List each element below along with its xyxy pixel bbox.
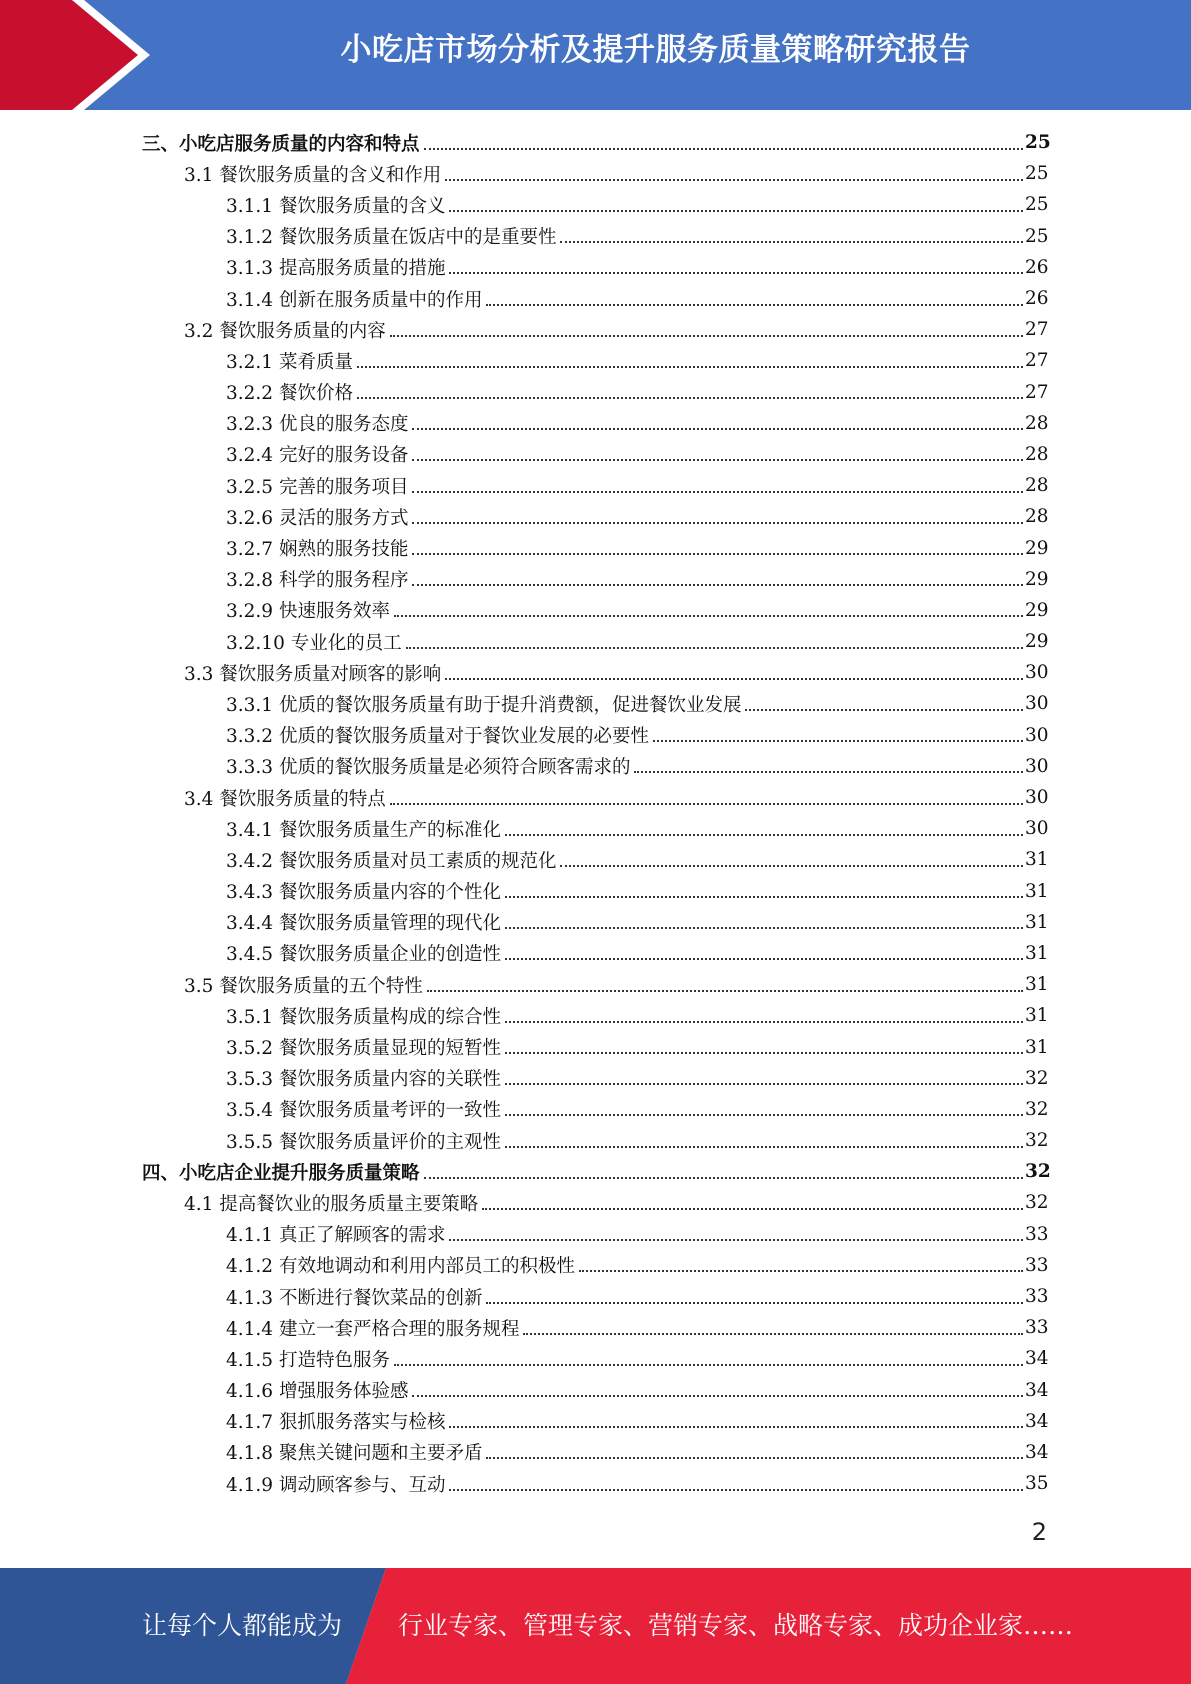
toc-entry[interactable] <box>0 813 1191 844</box>
toc-leader-dots <box>449 1426 1023 1428</box>
toc-entry[interactable] <box>0 501 1191 532</box>
toc-leader-dots <box>412 459 1023 461</box>
toc-leader-dots <box>560 865 1023 867</box>
footer-slogan-left: 让每个人都能成为 <box>142 1611 343 1640</box>
toc-leader-dots <box>486 1302 1023 1304</box>
toc-entry-label: 4.1.4 建立一套严格合理的服务规程 <box>226 1318 520 1340</box>
toc-entry-label: 三、小吃店服务质量的内容和特点 <box>142 133 420 155</box>
toc-entry-label: 3.1.4 创新在服务质量中的作用 <box>226 289 483 311</box>
page-title: 小吃店市场分析及提升服务质量策略研究报告 <box>340 32 971 68</box>
toc-entry-page: 31 <box>1025 1005 1049 1027</box>
toc-entry-label: 3.4.3 餐饮服务质量内容的个性化 <box>226 882 501 904</box>
toc-entry-label: 3.5.5 餐饮服务质量评价的主观性 <box>226 1131 501 1153</box>
toc-leader-dots <box>505 1021 1023 1023</box>
toc-entry-label: 3.5.2 餐饮服务质量显现的短暂性 <box>226 1038 501 1060</box>
toc-entry-label: 3.4.5 餐饮服务质量企业的创造性 <box>226 944 501 966</box>
toc-entry[interactable] <box>0 1125 1191 1156</box>
toc-entry-page: 25 <box>1025 163 1049 185</box>
toc-entry[interactable] <box>0 1031 1191 1062</box>
toc-entry-label: 4.1.5 打造特色服务 <box>226 1349 390 1371</box>
toc-entry-page: 32 <box>1025 1192 1049 1214</box>
toc-leader-dots <box>412 553 1023 555</box>
toc-entry[interactable] <box>0 345 1191 376</box>
toc-leader-dots <box>357 397 1023 399</box>
toc-entry[interactable] <box>0 532 1191 563</box>
toc-entry-label: 3.2.4 完好的服务设备 <box>226 445 409 467</box>
toc-entry-label: 3.1.1 餐饮服务质量的含义 <box>226 195 446 217</box>
toc-entry-label: 3.2.2 餐饮价格 <box>226 383 353 405</box>
toc-entry[interactable] <box>0 1375 1191 1406</box>
toc-entry[interactable] <box>0 876 1191 907</box>
toc-leader-dots <box>412 491 1023 493</box>
toc-entry-label: 3.2.3 优良的服务态度 <box>226 414 409 436</box>
toc-entry[interactable] <box>0 1000 1191 1031</box>
toc-entry[interactable] <box>0 470 1191 501</box>
toc-entry[interactable] <box>0 408 1191 439</box>
toc-leader-dots <box>390 335 1023 337</box>
toc-entry-page: 33 <box>1025 1223 1049 1245</box>
toc-entry[interactable] <box>0 657 1191 688</box>
toc-entry-label: 3.2.8 科学的服务程序 <box>226 570 409 592</box>
toc-leader-dots <box>445 179 1023 181</box>
toc-leader-dots <box>523 1333 1023 1335</box>
toc-leader-dots <box>482 1208 1023 1210</box>
toc-entry-label: 3.2.10 专业化的员工 <box>226 632 402 654</box>
toc-leader-dots <box>394 615 1023 617</box>
toc-entry[interactable] <box>0 751 1191 782</box>
toc-entry[interactable] <box>0 907 1191 938</box>
toc-entry-label: 3.2.5 完善的服务项目 <box>226 476 409 498</box>
toc-entry-page: 32 <box>1025 1098 1049 1120</box>
toc-leader-dots <box>449 272 1023 274</box>
toc-entry-page: 31 <box>1025 942 1049 964</box>
header-banner <box>0 0 1191 110</box>
toc-entry-page: 31 <box>1025 1036 1049 1058</box>
footer-banner <box>0 1568 1191 1684</box>
toc-leader-dots <box>424 1177 1023 1179</box>
toc-entry[interactable] <box>0 314 1191 345</box>
toc-leader-dots <box>505 958 1023 960</box>
toc-entry-page: 30 <box>1025 755 1049 777</box>
toc-entry-label: 3.5.3 餐饮服务质量内容的关联性 <box>226 1069 501 1091</box>
toc-entry-page: 30 <box>1025 818 1049 840</box>
toc-entry-label: 4.1.7 狠抓服务落实与检核 <box>226 1412 446 1434</box>
toc-entry-label: 3.1 餐饮服务质量的含义和作用 <box>184 164 442 186</box>
toc-entry-page: 33 <box>1025 1286 1049 1308</box>
toc-entry[interactable] <box>0 189 1191 220</box>
toc-entry-page: 28 <box>1025 506 1049 528</box>
toc-entry-page: 30 <box>1025 787 1049 809</box>
toc-entry-page: 30 <box>1025 724 1049 746</box>
toc-leader-dots <box>505 1146 1023 1148</box>
toc-entry[interactable] <box>0 1343 1191 1374</box>
toc-entry-page: 28 <box>1025 475 1049 497</box>
toc-entry-label: 4.1.6 增强服务体验感 <box>226 1381 409 1403</box>
toc-leader-dots <box>412 584 1023 586</box>
toc-entry-page: 27 <box>1025 381 1049 403</box>
toc-leader-dots <box>560 241 1023 243</box>
toc-entry[interactable] <box>0 439 1191 470</box>
toc-entry-page: 32 <box>1025 1067 1049 1089</box>
toc-entry[interactable] <box>0 1219 1191 1250</box>
toc-entry-label: 4.1 提高餐饮业的服务质量主要策略 <box>184 1193 479 1215</box>
toc-leader-dots <box>412 428 1023 430</box>
toc-entry[interactable] <box>0 127 1191 158</box>
toc-entry-label: 3.2.7 娴熟的服务技能 <box>226 539 409 561</box>
toc-entry[interactable] <box>0 283 1191 314</box>
toc-entry[interactable] <box>0 1437 1191 1468</box>
toc-leader-dots <box>427 990 1023 992</box>
toc-entry-label: 3.2.1 菜肴质量 <box>226 351 353 373</box>
toc-entry[interactable] <box>0 1250 1191 1281</box>
toc-entry-page: 33 <box>1025 1254 1049 1276</box>
toc-leader-dots <box>449 1489 1023 1491</box>
table-of-contents <box>0 127 1191 1499</box>
toc-entry-label: 3.3.2 优质的餐饮服务质量对于餐饮业发展的必要性 <box>226 726 649 748</box>
toc-leader-dots <box>394 1364 1023 1366</box>
toc-entry-page: 31 <box>1025 974 1049 996</box>
toc-leader-dots <box>505 1052 1023 1054</box>
toc-entry-label: 3.5.1 餐饮服务质量构成的综合性 <box>226 1006 501 1028</box>
toc-entry-label: 3.4 餐饮服务质量的特点 <box>184 788 386 810</box>
toc-entry[interactable] <box>0 1406 1191 1437</box>
toc-entry-page: 30 <box>1025 693 1049 715</box>
toc-leader-dots <box>505 896 1023 898</box>
toc-entry-page: 28 <box>1025 412 1049 434</box>
toc-leader-dots <box>412 1395 1023 1397</box>
toc-entry-label: 3.3 餐饮服务质量对顾客的影响 <box>184 663 442 685</box>
toc-entry[interactable] <box>0 938 1191 969</box>
toc-entry-page: 34 <box>1025 1348 1049 1370</box>
toc-entry-page: 32 <box>1025 1130 1049 1152</box>
toc-entry[interactable] <box>0 626 1191 657</box>
toc-entry[interactable] <box>0 1094 1191 1125</box>
page-number: 2 <box>1031 1518 1047 1546</box>
toc-leader-dots <box>634 771 1023 773</box>
toc-entry-label: 3.1.2 餐饮服务质量在饭店中的是重要性 <box>226 227 557 249</box>
toc-entry[interactable] <box>0 844 1191 875</box>
toc-entry[interactable] <box>0 1187 1191 1218</box>
toc-entry-label: 4.1.8 聚焦关键问题和主要矛盾 <box>226 1443 483 1465</box>
toc-entry[interactable] <box>0 1156 1191 1187</box>
toc-entry-page: 32 <box>1025 1161 1051 1183</box>
toc-entry-label: 3.4.4 餐饮服务质量管理的现代化 <box>226 913 501 935</box>
toc-entry[interactable] <box>0 782 1191 813</box>
toc-entry[interactable] <box>0 1281 1191 1312</box>
toc-entry[interactable] <box>0 1312 1191 1343</box>
toc-entry[interactable] <box>0 1468 1191 1499</box>
toc-entry[interactable] <box>0 377 1191 408</box>
toc-leader-dots <box>424 148 1023 150</box>
toc-entry-page: 29 <box>1025 568 1049 590</box>
toc-entry-page: 34 <box>1025 1379 1049 1401</box>
toc-entry-label: 四、小吃店企业提升服务质量策略 <box>142 1162 420 1184</box>
toc-leader-dots <box>445 678 1023 680</box>
toc-entry-page: 31 <box>1025 849 1049 871</box>
toc-entry-label: 3.5 餐饮服务质量的五个特性 <box>184 975 423 997</box>
toc-leader-dots <box>449 1239 1023 1241</box>
toc-entry[interactable] <box>0 564 1191 595</box>
toc-entry-label: 3.2 餐饮服务质量的内容 <box>184 320 386 342</box>
chevron-icon <box>0 0 150 110</box>
toc-leader-dots <box>653 740 1023 742</box>
toc-leader-dots <box>505 927 1023 929</box>
toc-leader-dots <box>505 834 1023 836</box>
toc-leader-dots <box>412 522 1023 524</box>
toc-leader-dots <box>505 1083 1023 1085</box>
toc-entry-label: 3.3.1 优质的餐饮服务质量有助于提升消费额，促进餐饮业发展 <box>226 694 742 716</box>
toc-entry-page: 29 <box>1025 537 1049 559</box>
toc-entry-page: 33 <box>1025 1317 1049 1339</box>
toc-entry-label: 3.3.3 优质的餐饮服务质量是必须符合顾客需求的 <box>226 757 631 779</box>
toc-entry[interactable] <box>0 595 1191 626</box>
toc-leader-dots <box>406 647 1023 649</box>
toc-leader-dots <box>449 210 1023 212</box>
toc-entry-label: 3.4.1 餐饮服务质量生产的标准化 <box>226 819 501 841</box>
toc-leader-dots <box>505 1114 1023 1116</box>
toc-entry-page: 25 <box>1025 194 1049 216</box>
toc-entry-page: 25 <box>1025 132 1051 154</box>
toc-entry-page: 34 <box>1025 1410 1049 1432</box>
toc-entry-page: 30 <box>1025 662 1049 684</box>
toc-entry-label: 3.2.6 灵活的服务方式 <box>226 507 409 529</box>
toc-entry-page: 29 <box>1025 599 1049 621</box>
toc-entry-page: 29 <box>1025 631 1049 653</box>
toc-entry-label: 3.1.3 提高服务质量的措施 <box>226 258 446 280</box>
toc-entry-page: 27 <box>1025 319 1049 341</box>
toc-entry-page: 27 <box>1025 350 1049 372</box>
toc-entry-label: 4.1.9 调动顾客参与、互动 <box>226 1474 446 1496</box>
toc-leader-dots <box>390 803 1023 805</box>
footer-slogan-right: 行业专家、管理专家、营销专家、战略专家、成功企业家…… <box>398 1611 1074 1640</box>
toc-entry-label: 4.1.2 有效地调动和利用内部员工的积极性 <box>226 1256 575 1278</box>
toc-leader-dots <box>745 709 1023 711</box>
toc-entry-label: 4.1.1 真正了解顾客的需求 <box>226 1225 446 1247</box>
toc-entry-page: 31 <box>1025 911 1049 933</box>
toc-entry-page: 28 <box>1025 443 1049 465</box>
toc-leader-dots <box>486 1457 1023 1459</box>
toc-entry[interactable] <box>0 688 1191 719</box>
toc-leader-dots <box>357 366 1023 368</box>
toc-entry-page: 35 <box>1025 1473 1049 1495</box>
toc-entry-label: 4.1.3 不断进行餐饮菜品的创新 <box>226 1287 483 1309</box>
toc-leader-dots <box>486 304 1023 306</box>
toc-entry[interactable] <box>0 158 1191 189</box>
toc-entry-label: 3.5.4 餐饮服务质量考评的一致性 <box>226 1100 501 1122</box>
toc-entry-page: 26 <box>1025 256 1049 278</box>
toc-entry-label: 3.2.9 快速服务效率 <box>226 601 390 623</box>
toc-entry-label: 3.4.2 餐饮服务质量对员工素质的规范化 <box>226 850 557 872</box>
toc-entry-page: 34 <box>1025 1441 1049 1463</box>
toc-entry-page: 25 <box>1025 225 1049 247</box>
toc-entry-page: 26 <box>1025 288 1049 310</box>
toc-entry-page: 31 <box>1025 880 1049 902</box>
toc-entry[interactable] <box>0 1063 1191 1094</box>
toc-entry[interactable] <box>0 221 1191 252</box>
toc-entry[interactable] <box>0 720 1191 751</box>
toc-leader-dots <box>579 1270 1023 1272</box>
toc-entry[interactable] <box>0 969 1191 1000</box>
toc-entry[interactable] <box>0 252 1191 283</box>
